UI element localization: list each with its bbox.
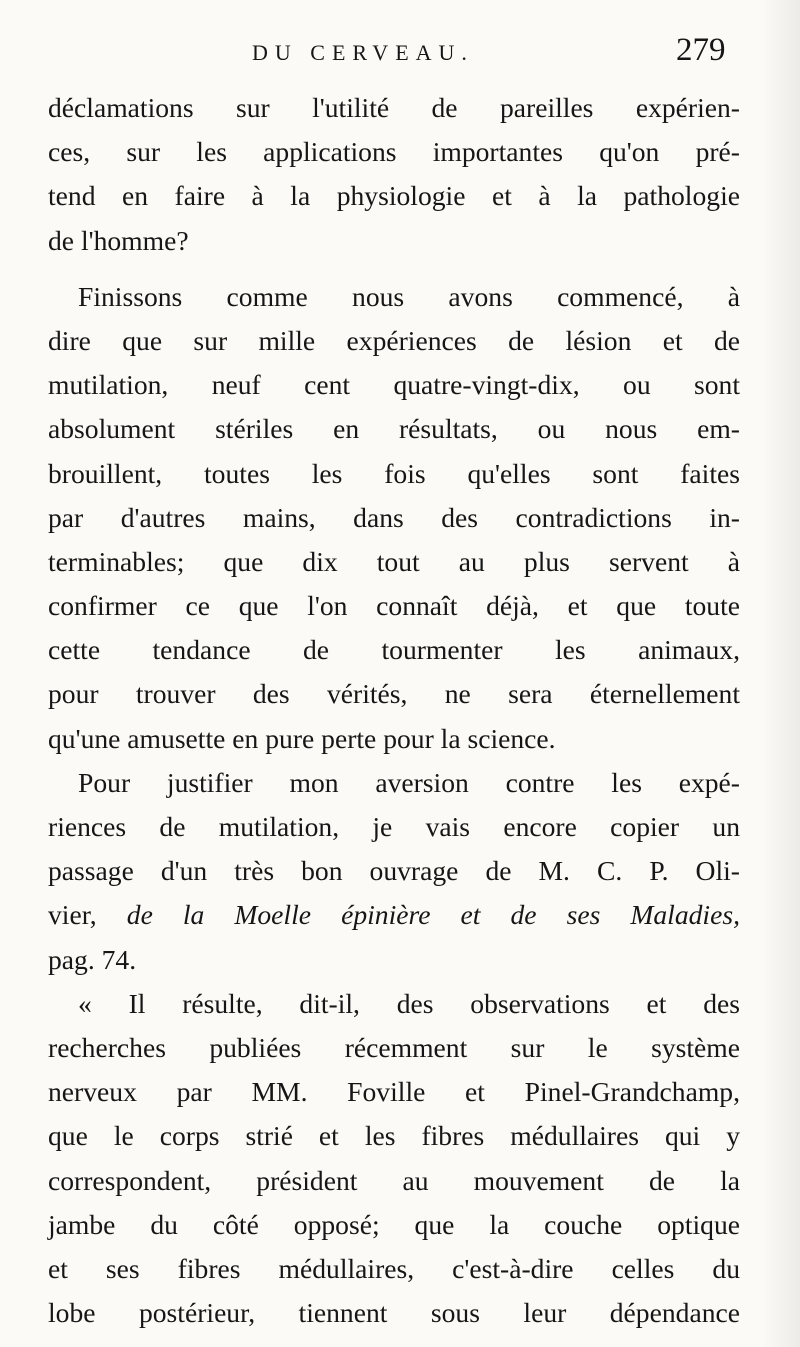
paragraph-1 (48, 86, 740, 263)
text-line: « Il résulte, dit-il, des observations et des (78, 987, 740, 1019)
text-line: absolument stériles en résultats, ou nous em- (48, 413, 740, 445)
book-title: de la Moelle épinière et de ses Maladies, (126, 899, 740, 931)
paragraph-4-quotation (48, 982, 740, 1336)
text-line: confirmer ce que l'on connaît déjà, et que toute (48, 590, 740, 622)
paragraph-2 (48, 275, 740, 761)
text-line: brouillent, toutes les fois qu'elles sont faites (48, 457, 740, 489)
text-line: lobe postérieur, tiennent sous leur dépendance (48, 1297, 740, 1329)
text-line: pag. 74. (48, 943, 137, 975)
text-line: de l'homme? (48, 224, 189, 256)
text-line: pour trouver des vérités, ne sera éternellement (48, 678, 740, 710)
text-line: riences de mutilation, je vais encore copier un (48, 811, 740, 842)
text-line: jambe du côté opposé; que la couche optique (48, 1208, 740, 1240)
text-line: tend en faire à la physiologie et à la pathologie (48, 180, 740, 212)
text-line: terminables; que dix tout au plus servent à (48, 545, 740, 577)
text-line: mutilation, neuf cent quatre-vingt-dix, ou sont (48, 369, 740, 401)
text-line: correspondent, président au mouvement de la (48, 1164, 740, 1196)
page-header (0, 34, 800, 74)
text-line: déclamations sur l'utilité de pareilles expérien- (48, 92, 740, 123)
text-line: nerveux par MM. Foville et Pinel-Grandchamp, (48, 1076, 740, 1108)
text-segment: vier, (48, 899, 97, 931)
page-edge-shadow (762, 0, 800, 1347)
text-line: cette tendance de tourmenter les animaux, (48, 634, 740, 666)
text-line: par d'autres mains, dans des contradictions in- (48, 501, 740, 533)
text-line: passage d'un très bon ouvrage de M. C. P. Oli- (48, 855, 740, 887)
running-head: DU CERVEAU. (252, 40, 474, 65)
text-line: et ses fibres médullaires, c'est-à-dire celles du (48, 1252, 740, 1284)
text-line: recherches publiées récemment sur le système (48, 1031, 740, 1063)
text-line: Pour justifier mon aversion contre les expé- (78, 766, 740, 798)
page-number: 279 (676, 32, 726, 68)
paragraph-3 (48, 761, 740, 982)
text-line (48, 893, 740, 937)
text-line: Finissons comme nous avons commencé, à (78, 280, 740, 312)
text-line: qu'une amusette en pure perte pour la science. (48, 722, 556, 754)
text-line: dire que sur mille expériences de lésion et de (48, 324, 740, 356)
text-line: ces, sur les applications importantes qu'on pré- (48, 136, 740, 168)
body-text (48, 86, 740, 1335)
text-line: que le corps strié et les fibres médullaires qui y (48, 1120, 740, 1152)
